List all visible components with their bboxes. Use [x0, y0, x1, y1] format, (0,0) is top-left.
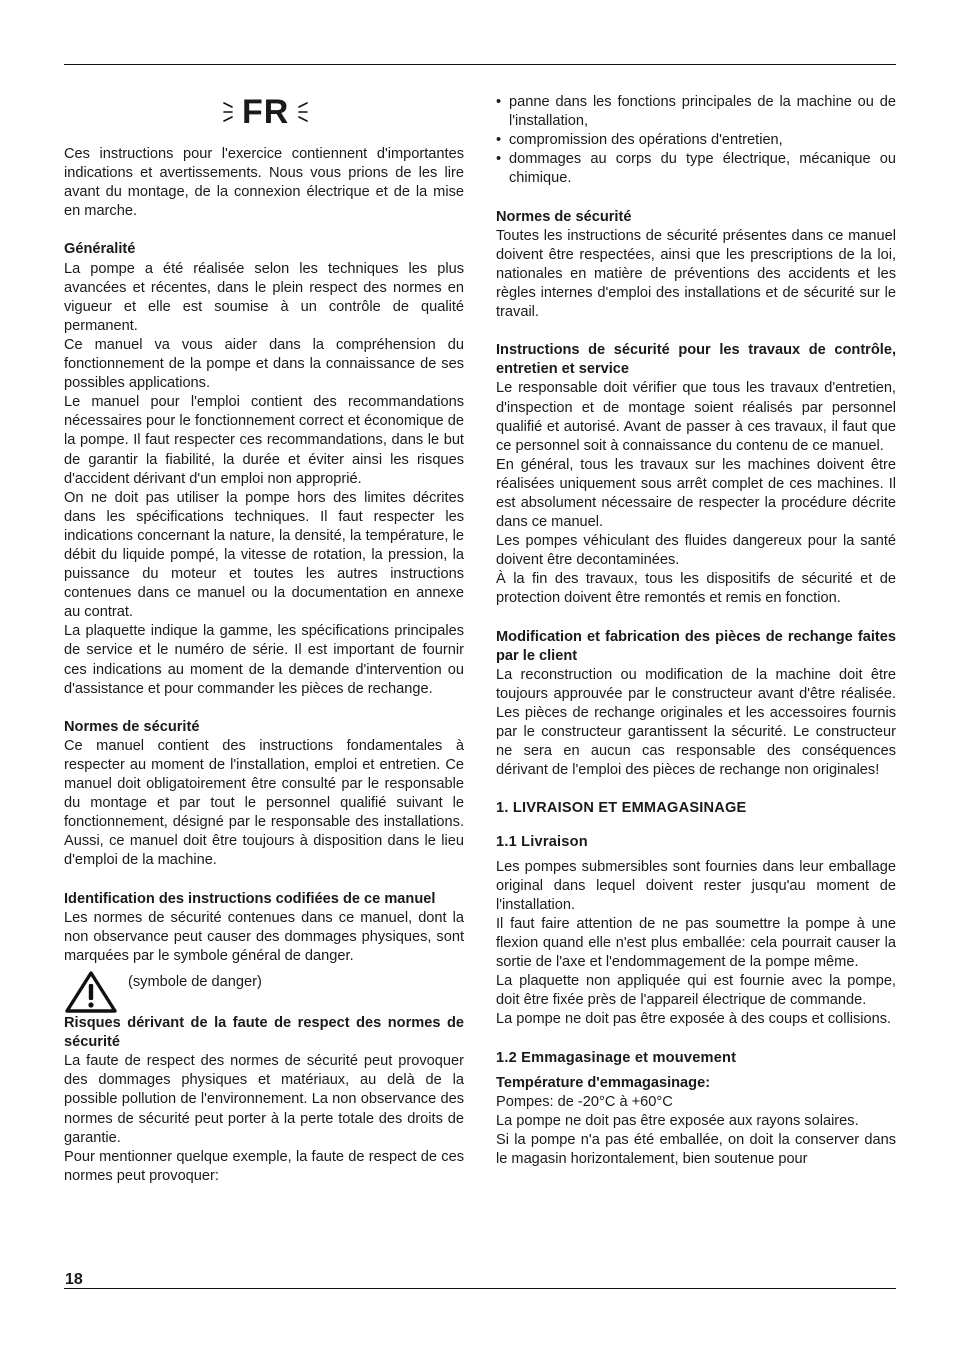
identification-paragraph: Les normes de sécurité contenues dans ce manuel, dont la non observance peut causer des dommages physiques, sont marquées par le symbole général de danger. — [64, 909, 464, 964]
modification-paragraph: La reconstruction ou modification de la machine doit être toujours approuvée par le constructeur avant d'être réalisée. Les pièces de rechange originales et les accessoires fournis par le constructeur garantissent la sécurité. Le constructeur ne sera en aucun cas responsable des conséquences dérivant de l'emploi des pièces de rechange non originales! — [496, 666, 896, 779]
livraison-paragraph-1: Les pompes submersibles sont fournies dans leur emballage original dans lequel doivent rester jusqu'au moment de l'installation. — [496, 858, 896, 913]
temperature-heading: Température d'emmagasinage: — [496, 1074, 711, 1091]
normes-heading: Normes de sécurité — [64, 718, 200, 735]
right-arrow-marks-icon — [297, 99, 309, 125]
consequences-list — [496, 93, 896, 188]
generalite-paragraph-3: Le manuel pour l'emploi contient des recommandations nécessaires pour le fonctionnement correct et économique de la pompe. Il faut respecter ces recommandations, dans le but de garantir la fiabilité, la durée et éviter ainsi les risques d'accident dérivant d'un emploi non approprié. — [64, 394, 464, 487]
generalite-heading: Généralité — [64, 241, 136, 258]
danger-symbol-label: (symbole de danger) — [128, 974, 262, 991]
intro-paragraph: Ces instructions pour l'exercice contiennent d'importantes indications et avertissements. Nous vous prions de les lire avant du montage, de la connexion électrique et de la mise en marche. — [64, 146, 464, 220]
bottom-rule — [64, 1288, 896, 1289]
temperature-paragraph-3: Si la pompe n'a pas été emballée, on doit la conserver dans le magasin horizontalement, bien soutenue pour — [496, 1131, 896, 1168]
right-column — [496, 93, 896, 1169]
risques-paragraph-2: Pour mentionner quelque exemple, la faute de respect de ces normes peut provoquer: — [64, 1148, 464, 1184]
modification-heading: Modification et fabrication des pièces de rechange faites par le client — [496, 628, 896, 664]
language-code: FR — [242, 93, 290, 131]
risques-paragraph-1: La faute de respect des normes de sécurité peut provoquer des dommages physiques et matériaux, au delà de la possible pollution de l'environnement. La non observance des normes de sécurité peut porter à la perte totale des droits de garantie. — [64, 1053, 464, 1146]
left-column — [64, 145, 464, 1186]
section-1-heading: 1. LIVRAISON ET EMMAGASINAGE — [496, 800, 747, 817]
normes-heading-right: Normes de sécurité — [496, 208, 632, 225]
livraison-paragraph-2: Il faut faire attention de ne pas soumettre la pompe à une flexion quand elle n'est plus emballée: cela pourrait causer la sortie de l'axe et l'endommagement de la pompe même. — [496, 915, 896, 971]
instructions-paragraph-2: En général, tous les travaux sur les machines doivent être réalisées uniquement sous arrêt complet de ces machines. Il est absolument nécessaire de respecter la procédure décrite dans ce manuel. — [496, 456, 896, 531]
generalite-paragraph-2: Ce manuel va vous aider dans la compréhension du fonctionnement de la pompe et dans la connaissance de ses possibles applications. — [64, 336, 464, 392]
normes-paragraph: Ce manuel contient des instructions fondamentales à respecter au moment de l'installation, emploi et entretien. Ce manuel doit obligatoirement être consulté par le responsable du montage et par tout le personnel qualifié suivant le fonctionnement, désigné par le responsable des installations. Aussi, ce manuel doit être toujours à disposition dans le lieu d'emploi de la machine. — [64, 737, 464, 869]
normes-paragraph-right: Toutes les instructions de sécurité présentes dans ce manuel doivent être respectées, ainsi que les prescriptions de la loi, nationales en matière de préventions des accidents et les règles internes d'emploi des installations et de sécurité sur le travail. — [496, 227, 896, 321]
list-item: • compromission des opérations d'entretien, — [496, 131, 896, 150]
temperature-range: Pompes: de -20°C à +60°C — [496, 1093, 673, 1110]
instructions-paragraph-3: Les pompes véhiculant des fluides dangereux pour la santé doivent être decontaminées. — [496, 533, 896, 569]
generalite-paragraph-1: La pompe a été réalisée selon les techniques les plus avancées et récentes, dans le plein respect des normes en vigueur et elle est soumise à un contrôle de qualité permanent. — [64, 260, 464, 334]
generalite-paragraph-4: On ne doit pas utiliser la pompe hors des limites décrites dans les spécifications techniques. Il faut respecter les indications concernant la nature, la densité, la température, le débit du liquide pompé, la vitesse de rotation, la pression, la puissance du moteur et toutes les autres instructions contenues dans ce manuel ou la documentation en annexe au contrat. — [64, 489, 464, 621]
instructions-heading: Instructions de sécurité pour les travaux de contrôle, entretien et service — [496, 342, 896, 378]
livraison-paragraph-3: La plaquette non appliquée qui est fournie avec la pompe, doit être fixée près de l'appareil électrique de commande. — [496, 973, 896, 1009]
identification-heading: Identification des instructions codifiées de ce manuel — [64, 890, 436, 907]
page-number: 18 — [65, 1271, 83, 1288]
list-item: • panne dans les fonctions principales de la machine ou de l'installation, — [496, 93, 896, 131]
section-1-2-heading: 1.2 Emmagasinage et mouvement — [496, 1049, 737, 1066]
generalite-paragraph-5: La plaquette indique la gamme, les spécifications principales de service et le numéro de série. Il est important de fournir ces indications au moment de la demande d'intervention ou d'assistance et pour commander les pièces de rechange. — [64, 623, 464, 697]
danger-symbol-row — [64, 970, 464, 1014]
top-rule — [64, 64, 896, 65]
instructions-paragraph-4: À la fin des travaux, tous les dispositifs de sécurité et de protection doivent être remontés et remis en fonction. — [496, 571, 896, 607]
danger-warning-icon — [64, 970, 118, 1014]
language-marker — [222, 92, 309, 132]
section-1-1-heading: 1.1 Livraison — [496, 833, 588, 850]
instructions-paragraph-1: Le responsable doit vérifier que tous les travaux d'entretien, d'inspection et de montage soient réalisés par personnel qualifié et autorisé. Avant de passer à ces travaux, il faut que ce personnel soit à connaissance du contenu de ce manuel. — [496, 380, 896, 454]
left-arrow-marks-icon — [222, 99, 234, 125]
livraison-paragraph-4: La pompe ne doit pas être exposée à des coups et collisions. — [496, 1011, 892, 1028]
temperature-paragraph-2: La pompe ne doit pas être exposée aux rayons solaires. — [496, 1112, 859, 1129]
list-item: • dommages au corps du type électrique, mécanique ou chimique. — [496, 150, 896, 188]
risques-heading: Risques dérivant de la faute de respect des normes de sécurité — [64, 1015, 464, 1051]
